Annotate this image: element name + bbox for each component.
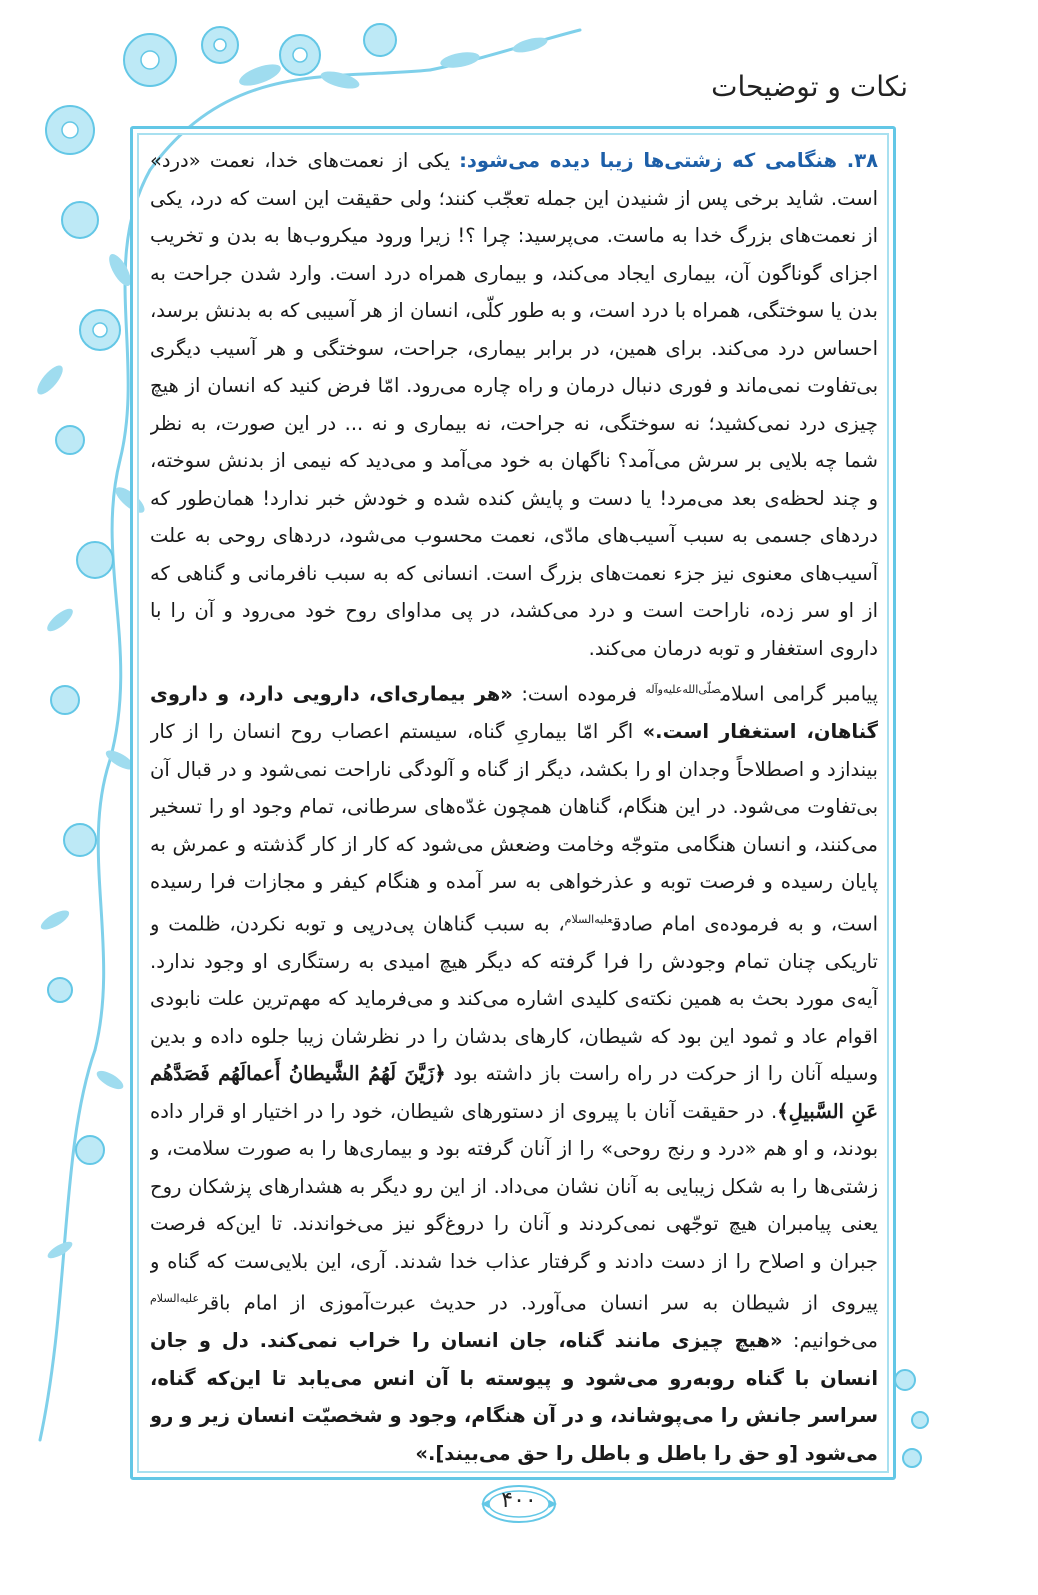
section-title: نکات و توضیحات xyxy=(711,70,908,103)
quran-verse: ﴿زَيَّنَ لَهُمُ الشَّيطانُ أَعمالَهُم فَصَدَّهُم عَنِ السَّبيلِ﴾ xyxy=(150,1062,878,1123)
hadith-quote: «هر بیماری‌ای، دارویی دارد، و داروی گناهان، استغفار است.» xyxy=(150,682,878,743)
honorific-imam-2: علیه‌السلام xyxy=(150,1292,200,1305)
paragraph-2-said: فرموده است: xyxy=(512,682,646,706)
honorific-imam: علیه‌السلام xyxy=(564,912,613,926)
paragraph-2-text-3: . در حقیقت آنان با پیروی از دستورهای شیطان، خود را در اختیار او قرار داده بودند، و او هم «درد و رنج روحی» را از آنان گرفته بود و بیماری‌ها را به صورت سلامت، و زشتی‌ها را به شکل زیبایی به آنان نشان می‌داد. از این رو دیگر به هشدارهای پزشکان روح یعنی پیامبران هیچ توجّهی نمی‌کردند و آنان را دروغ‌گو نیز می‌خواندند. تا این‌که فرصت جبران و اصلاح را از دست دادند و گرفتار عذاب خدا شدند. آری، این بلایی‌ست که گناه و پیروی از شیطان به سر انسان می‌آورد. در حدیث عبرت‌آموزی از امام باقر xyxy=(150,1099,878,1315)
paragraph-2-intro: پیامبر گرامی اسلام xyxy=(720,682,878,706)
paragraph-2-text-2: ، به سبب گناهان پی‌درپی و توبه نکردن، ظلمت و تاریکی چنان تمام وجودش را فرا گرفته که دیگر هیچ امیدی به رستگاری او وجود ندارد. آیه‌ی مورد بحث به همین نکته‌ی کلیدی اشاره می‌کند و می‌فرماید که مهم‌ترین علت نابودی اقوام عاد و ثمود این بود که شیطان، کارهای بدشان را در نظرشان زیبا جلوه داده و بدین وسیله آنان را از حرکت در راه راست باز داشته بود xyxy=(150,912,878,1085)
paragraph-1 xyxy=(150,142,878,667)
body-text xyxy=(150,142,878,1472)
hadith-quote-2: «هیچ چیزی مانند گناه، جان انسان را خراب نمی‌کند. دل و جان انسان با گناه روبه‌رو می‌شود و پیوسته با آن انس می‌یابد تا این‌که گناه، سراسر جانش را می‌پوشاند، و در آن هنگام، وجود و شخصیّت انسان زیر و رو می‌شود [و حق را باطل و باطل را حق می‌بیند].» xyxy=(150,1329,878,1465)
paragraph-2-text-1: اگر امّا بیماریِ گناه، سیستم اعصاب روح انسان را از کار بیندازد و اصطلاحاً وجدان او را بکشد، دیگر از گناه و آلودگی ناراحت نمی‌شود و در قبال آن بی‌تفاوت می‌شود. در این هنگام، گناهان همچون غدّه‌های سرطانی، تمام وجود او را تسخیر می‌کنند، و انسان هنگامی متوجّه وخامت وضعش می‌شود که کار از کار گذشته و عمرش به پایان رسیده و فرصت توبه و عذرخواهی به سر آمده و هنگام کیفر و مجازات فرا رسیده است، و به فرموده‌ی امام صادق xyxy=(150,720,878,935)
paragraph-1-text: یکی از نعمت‌های خدا، نعمت «درد» است. شاید برخی پس از شنیدن این جمله تعجّب کنند؛ ولی حقیقت این است که درد، یکی از نعمت‌های بزرگ خدا به ماست. می‌پرسید: چرا ؟! زیرا ورود میکروب‌ها به بدن و تخریب اجزای گوناگون آن، بیماری ایجاد می‌کند، و بیماری همراه درد است. وارد شدن جراحت به بدن یا سوختگی، همراه با درد است، و به طور کلّی، انسان از هر آسیبی که به بدنش برسد، احساس درد می‌کند. برای همین، در برابر بیماری، جراحت، سوختگی و هر آسیب دیگری بی‌تفاوت نمی‌ماند و فوری دنبال درمان و راه چاره می‌رود. امّا فرض کنید که انسان از هیچ چیزی درد نمی‌کشید؛ نه سوختگی، نه جراحت، نه بیماری و نه ... در این صورت، به نظر شما چه بلایی بر سرش می‌آمد؟ ناگهان به خود می‌آمد و می‌دید که نیمی از بدنش سوخته، و چند لحظه‌ی بعد می‌مرد! یا دست و پایش کنده شده و خودش خبر ندارد! همان‌طور که دردهای جسمی به سبب آسیب‌های مادّی، نعمت محسوب می‌شود، دردهای روحی به علت آسیب‌های معنوی نیز جزء نعمت‌های بزرگ است. انسانی که به سبب نافرمانی و گناهی که از او سر زده، ناراحت است و درد می‌کشد، در پی مداوای روح خود می‌رود و آن را با داروی استغفار و توبه درمان می‌کند. xyxy=(150,149,878,660)
honorific-prophet: صلّی‌الله‌علیه‌وآله xyxy=(645,683,721,696)
paragraph-2-text-4: می‌خوانیم: xyxy=(782,1329,878,1352)
paragraph-2 xyxy=(150,671,878,1472)
page-number: ۴۰۰ xyxy=(501,1488,537,1513)
item-heading: ۳۸. هنگامی که زشتی‌ها زیبا دیده می‌شود: xyxy=(459,149,878,172)
page-number-badge xyxy=(479,1482,559,1526)
